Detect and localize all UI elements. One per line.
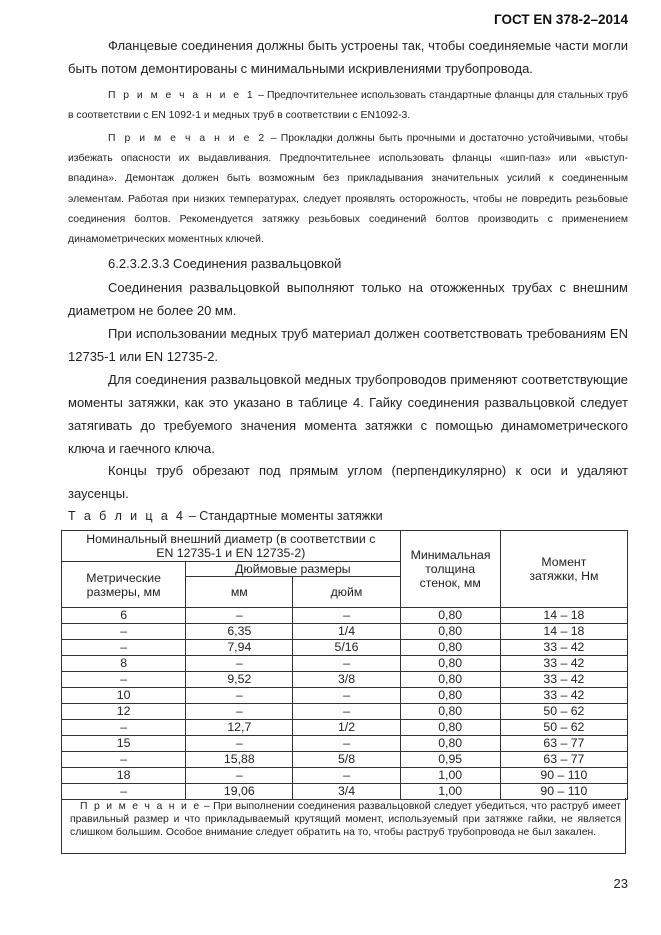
table-cell: – (186, 704, 293, 720)
table-cell: 5/16 (293, 640, 400, 656)
torque-table (61, 530, 628, 800)
paragraph-flare-joints (68, 276, 628, 322)
table-note-label: П р и м е ч а н и е (80, 801, 201, 812)
table-cell: – (186, 768, 293, 784)
table-cell: 7,94 (186, 640, 293, 656)
table-row (62, 656, 628, 672)
table-row (62, 672, 628, 688)
table-cell: 5/8 (293, 752, 400, 768)
table-cell: 12,7 (186, 720, 293, 736)
table-cell: 8 (62, 656, 186, 672)
paragraph-flare-joints-text: Соединения развальцовкой выполняют только на отожженных трубах с внешним диаметром не более 20 мм. (68, 280, 628, 318)
table-note-text: – При выполнении соединения развальцовкой следует убедиться, что раструб имеет правильный размер и что прикладываемый крутящий момент, используемый при затяжке гайки, не является слишком большим. Особое внимание следует обратить на то, чтобы раструб трубопровода не был закален. (70, 801, 621, 839)
table-row (62, 768, 628, 784)
table-cell: 3/8 (293, 672, 400, 688)
table-cell: – (62, 640, 186, 656)
table-cell: 18 (62, 768, 186, 784)
header-inch-in: дюйм (293, 577, 400, 608)
table-cell: 0,80 (400, 704, 500, 720)
table-cell: 14 – 18 (500, 624, 627, 640)
table-cell: 1,00 (400, 784, 500, 800)
header-inch-mm: мм (186, 577, 293, 608)
paragraph-pipe-ends-text: Концы труб обрезают под прямым углом (перпендикулярно) к оси и удаляют заусенцы. (68, 463, 628, 501)
table-cell: – (62, 720, 186, 736)
table-cell: – (293, 704, 400, 720)
table-row (62, 624, 628, 640)
table-row (62, 608, 628, 624)
header-torque: Момент затяжки, Нм (500, 531, 627, 608)
table-row (62, 688, 628, 704)
table-cell: 1/4 (293, 624, 400, 640)
table-cell: – (62, 624, 186, 640)
table-cell: 33 – 42 (500, 640, 627, 656)
table-cell: 50 – 62 (500, 704, 627, 720)
table-cell: 0,80 (400, 688, 500, 704)
table-body (62, 608, 628, 800)
table-cell: 14 – 18 (500, 608, 627, 624)
table-cell: 15 (62, 736, 186, 752)
table-cell: – (186, 688, 293, 704)
table-cell: – (62, 672, 186, 688)
page-number: 23 (613, 876, 628, 891)
table-row (62, 640, 628, 656)
table-cell: – (293, 656, 400, 672)
table-cell: – (186, 608, 293, 624)
table-cell: – (293, 736, 400, 752)
table-cell: 33 – 42 (500, 672, 627, 688)
header-inch: Дюймовые размеры (186, 562, 400, 577)
table-cell: 10 (62, 688, 186, 704)
paragraph-torque-text: Для соединения развальцовкой медных трубопроводов применяют соответствующие моменты затяжки, как это указано в таблице 4. Гайку соединения развальцовкой следует затягивать до требуемого значения момента затяжки с помощью динамометрического ключа и гаечного ключа. (68, 372, 628, 456)
table-cell: 3/4 (293, 784, 400, 800)
paragraph-pipe-ends (68, 459, 628, 505)
table-note (61, 798, 626, 854)
header-nominal-diameter: Номинальный внешний диаметр (в соответствии с EN 12735-1 и EN 12735-2) (62, 531, 401, 562)
note-1 (68, 86, 628, 126)
table-cell: 0,80 (400, 608, 500, 624)
table-cell: – (62, 784, 186, 800)
table-cell: 33 – 42 (500, 688, 627, 704)
document-id: ГОСТ EN 378-2–2014 (494, 12, 628, 27)
note-2-text: – Прокладки должны быть прочными и достаточно устойчивыми, чтобы избежать опасности их выдавливания. Предпочтительнее использовать фланцы «шип-паз» или «выступ-впадина». Демонтаж должен быть возможным без прикладывания значительных усилий к соединенным элементам. Работая при низких температурах, следует проявлять осторожность, чтобы не повредить резьбовые соединения болтов. Рекомендуется затяжку резьбовых соединений болтов производить с применением динамометрических моментных ключей. (68, 133, 628, 246)
table-cell: 15,88 (186, 752, 293, 768)
table-caption (68, 509, 383, 523)
table-cell: 33 – 42 (500, 656, 627, 672)
table-cell: 19,06 (186, 784, 293, 800)
table-row (62, 720, 628, 736)
paragraph-torque (68, 368, 628, 460)
table-cell: 0,80 (400, 736, 500, 752)
table-cell: 0,80 (400, 720, 500, 736)
table-cell: 0,80 (400, 624, 500, 640)
table-cell: 12 (62, 704, 186, 720)
note-1-text: – Предпочтительнее использовать стандартные фланцы для стальных труб в соответствии с EN 1092-1 и медных труб в соответствии с EN1092-3. (68, 90, 628, 122)
header-min-wall: Минимальная толщина стенок, мм (400, 531, 500, 608)
paragraph-copper (68, 322, 628, 368)
note-2-label: П р и м е ч а н и е 2 (108, 133, 267, 144)
note-1-label: П р и м е ч а н и е 1 (108, 90, 256, 101)
paragraph-flanges-text: Фланцевые соединения должны быть устроены так, чтобы соединяемые части могли быть потом демонтированы с минимальными искривлениями трубопровода. (68, 38, 628, 76)
table-cell: 6,35 (186, 624, 293, 640)
section-heading: 6.2.3.2.3.3 Соединения развальцовкой (108, 256, 342, 271)
table-row (62, 736, 628, 752)
table-cell: – (186, 656, 293, 672)
table-cell: 50 – 62 (500, 720, 627, 736)
table-cell: 90 – 110 (500, 784, 627, 800)
table-caption-text: – Стандартные моменты затяжки (185, 509, 383, 523)
table-cell: – (293, 608, 400, 624)
table-row (62, 752, 628, 768)
table-cell: – (186, 736, 293, 752)
table-cell: – (293, 688, 400, 704)
table-caption-label: Т а б л и ц а 4 (68, 509, 186, 523)
table-cell: – (293, 768, 400, 784)
table-cell: 0,80 (400, 672, 500, 688)
table-cell: 0,80 (400, 656, 500, 672)
table-row (62, 704, 628, 720)
note-2 (68, 129, 628, 250)
table-cell: 63 – 77 (500, 736, 627, 752)
paragraph-flanges (68, 34, 628, 80)
table-cell: 0,80 (400, 640, 500, 656)
table-cell: 63 – 77 (500, 752, 627, 768)
table-cell: – (62, 752, 186, 768)
header-metric: Метрические размеры, мм (62, 562, 186, 608)
paragraph-copper-text: При использовании медных труб материал должен соответствовать требованиям EN 12735-1 или EN 12735-2. (68, 326, 628, 364)
table-cell: 1/2 (293, 720, 400, 736)
table-cell: 6 (62, 608, 186, 624)
table-cell: 0,95 (400, 752, 500, 768)
table-cell: 1,00 (400, 768, 500, 784)
table-cell: 9,52 (186, 672, 293, 688)
table-cell: 90 – 110 (500, 768, 627, 784)
